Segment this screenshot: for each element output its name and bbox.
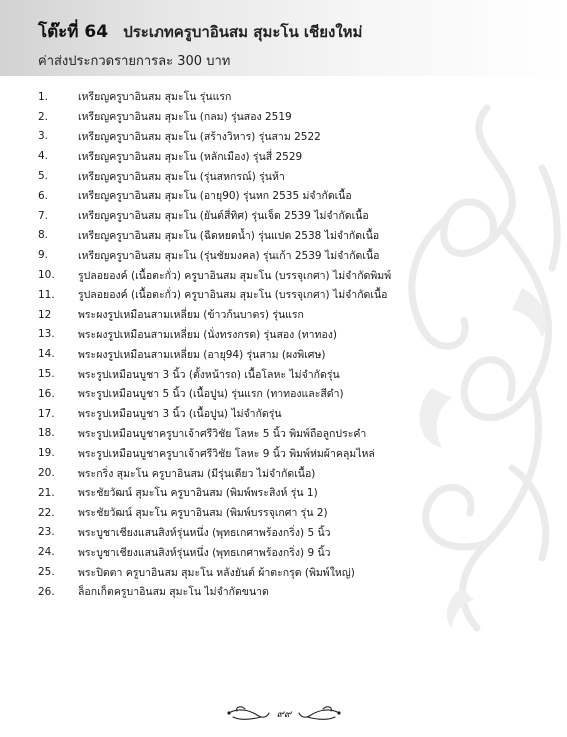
- item-number: 11.: [38, 288, 55, 301]
- item-text: พระรูปเหมือนบูชา 3 นิ้ว (ตั้งหน้ารถ) เนื้อโลหะ ไม่จำกัดรุ่น: [78, 368, 340, 381]
- item-number: 10.: [38, 269, 55, 282]
- item-number: 8.: [38, 229, 49, 242]
- list-item: [38, 127, 558, 147]
- item-text: เหรียญครูบาอินสม สุมะโน (ยันต์สี่ทิศ) รุ่นเจ็ด 2539 ไม่จำกัดเนื้อ: [78, 210, 369, 223]
- item-number: 5.: [38, 170, 49, 183]
- list-item: [38, 245, 558, 265]
- item-number: 3.: [38, 130, 49, 143]
- item-number: 4.: [38, 150, 49, 163]
- item-text: พระรูปเหมือนบูชา 5 นิ้ว (เนื้อปูน) รุ่นแรก (ทาทองและสีดำ): [78, 388, 344, 401]
- item-number: 16.: [38, 387, 55, 400]
- list-item: [38, 107, 558, 127]
- item-text: พระปิดตา ครูบาอินสม สุมะโน หลังยันต์ ผ้าตะกรุด (พิมพ์ใหญ่): [78, 566, 355, 579]
- item-text: พระบูชาเชียงแสนสิงห์รุ่นหนึ่ง (พุทธเกศาพร้องกริ่ง) 9 นิ้ว: [78, 546, 331, 559]
- list-item: [38, 344, 558, 364]
- list-item: [38, 305, 558, 325]
- item-text: รูปลอยองค์ (เนื้อตะกั่ว) ครูบาอินสม สุมะโน (บรรจุเกศา) ไม่จำกัดพิมพ์: [78, 269, 392, 282]
- item-number: 9.: [38, 249, 49, 262]
- item-number: 12: [38, 308, 52, 321]
- table-number: โต๊ะที่ 64: [38, 22, 109, 42]
- list-item: [38, 483, 558, 503]
- page-number: ๙๙: [276, 709, 292, 720]
- list-item: [38, 404, 558, 424]
- item-text: พระชัยวัฒน์ สุมะโน ครูบาอินสม (พิมพ์พระสิงห์ รุ่น 1): [78, 487, 318, 500]
- item-text: พระกริ่ง สุมะโน ครูบาอินสม (มีรุ่นเดียว ไม่จำกัดเนื้อ): [78, 467, 316, 480]
- item-text: เหรียญครูบาอินสม สุมะโน (หลักเมือง) รุ่นสี่ 2529: [78, 150, 303, 163]
- item-text: เหรียญครูบาอินสม สุมะโน (สร้างวิหาร) รุ่นสาม 2522: [78, 130, 321, 143]
- page-title: [38, 18, 362, 45]
- list-item: [38, 523, 558, 543]
- list-item: [38, 503, 558, 523]
- item-text: พระผงรูปเหมือนสามเหลี่ยม (ข้าวก้นบาตร) รุ่นแรก: [78, 309, 304, 322]
- item-number: 21.: [38, 486, 55, 499]
- list-item: [38, 562, 558, 582]
- list-item: [38, 384, 558, 404]
- list-item: [38, 463, 558, 483]
- page-footer: [225, 703, 343, 727]
- list-item: [38, 443, 558, 463]
- item-number: 20.: [38, 467, 55, 480]
- list-item: [38, 325, 558, 345]
- list-item: [38, 146, 558, 166]
- item-text: พระรูปเหมือนบูชา 3 นิ้ว (เนื้อปูน) ไม่จำกัดรุ่น: [78, 408, 282, 421]
- item-number: 24.: [38, 546, 55, 559]
- item-number: 6.: [38, 189, 49, 202]
- item-number: 25.: [38, 566, 55, 579]
- list-item: [38, 186, 558, 206]
- list-item: [38, 265, 558, 285]
- item-text: พระผงรูปเหมือนสามเหลี่ยม (อายุ94) รุ่นสาม (ผงพิเศษ): [78, 348, 326, 361]
- item-number: 1.: [38, 90, 49, 103]
- item-text: รูปลอยองค์ (เนื้อตะกั่ว) ครูบาอินสม สุมะโน (บรรจุเกศา) ไม่จำกัดเนื้อ: [78, 289, 388, 302]
- item-list: [38, 87, 558, 602]
- item-number: 22.: [38, 506, 55, 519]
- item-number: 14.: [38, 348, 55, 361]
- item-text: เหรียญครูบาอินสม สุมะโน (อายุ90) รุ่นหก 2535 ม่จำกัดเนื้อ: [78, 190, 352, 203]
- list-item: [38, 87, 558, 107]
- item-number: 2.: [38, 110, 49, 123]
- item-number: 7.: [38, 209, 49, 222]
- item-text: เหรียญครูบาอินสม สุมะโน (รุ่นชัยมงคล) รุ่นเก้า 2539 ไม่จำกัดเนื้อ: [78, 249, 380, 262]
- item-text: เหรียญครูบาอินสม สุมะโน (รุ่นสหกรณ์) รุ่นห้า: [78, 170, 285, 183]
- item-number: 26.: [38, 585, 55, 598]
- list-item: [38, 424, 558, 444]
- list-item: [38, 226, 558, 246]
- list-item: [38, 542, 558, 562]
- item-text: พระชัยวัฒน์ สุมะโน ครูบาอินสม (พิมพ์บรรจุเกศา รุ่น 2): [78, 507, 328, 520]
- item-number: 13.: [38, 328, 55, 341]
- list-item: [38, 582, 558, 602]
- item-text: พระรูปเหมือนบูชาครูบาเจ้าศรีวิชัย โลหะ 5 นิ้ว พิมพ์ถือลูกประคำ: [78, 427, 367, 440]
- item-text: พระผงรูปเหมือนสามเหลี่ยม (นั่งทรงกรด) รุ่นสอง (ทาทอง): [78, 328, 337, 341]
- list-item: [38, 285, 558, 305]
- category-name: ประเภทครูบาอินสม สุมะโน เชียงใหม่: [123, 23, 363, 41]
- item-text: เหรียญครูบาอินสม สุมะโน (ฉีดหยดน้ำ) รุ่นแปด 2538 ไม่จำกัดเนื้อ: [78, 229, 380, 242]
- item-text: พระรูปเหมือนบูชาครูบาเจ้าศรีวิชัย โลหะ 9 นิ้ว พิมพ์ห่มผ้าคลุมไหล่: [78, 447, 375, 460]
- item-text: เหรียญครูบาอินสม สุมะโน รุ่นแรก: [78, 91, 232, 104]
- list-item: [38, 166, 558, 186]
- list-item: [38, 364, 558, 384]
- item-text: ล็อกเก็ตครูบาอินสม สุมะโน ไม่จำกัดขนาด: [78, 586, 269, 599]
- item-number: 23.: [38, 526, 55, 539]
- item-number: 17.: [38, 407, 55, 420]
- item-number: 15.: [38, 368, 55, 381]
- item-number: 19.: [38, 447, 55, 460]
- header-banner: [0, 0, 567, 76]
- item-text: เหรียญครูบาอินสม สุมะโน (กลม) รุ่นสอง 2519: [78, 111, 292, 124]
- item-number: 18.: [38, 427, 55, 440]
- list-item: [38, 206, 558, 226]
- entry-fee-subtitle: ค่าส่งประกวดรายการละ 300 บาท: [38, 54, 231, 69]
- item-text: พระบูชาเชียงแสนสิงห์รุ่นหนึ่ง (พุทธเกศาพร้องกริ่ง) 5 นิ้ว: [78, 526, 331, 539]
